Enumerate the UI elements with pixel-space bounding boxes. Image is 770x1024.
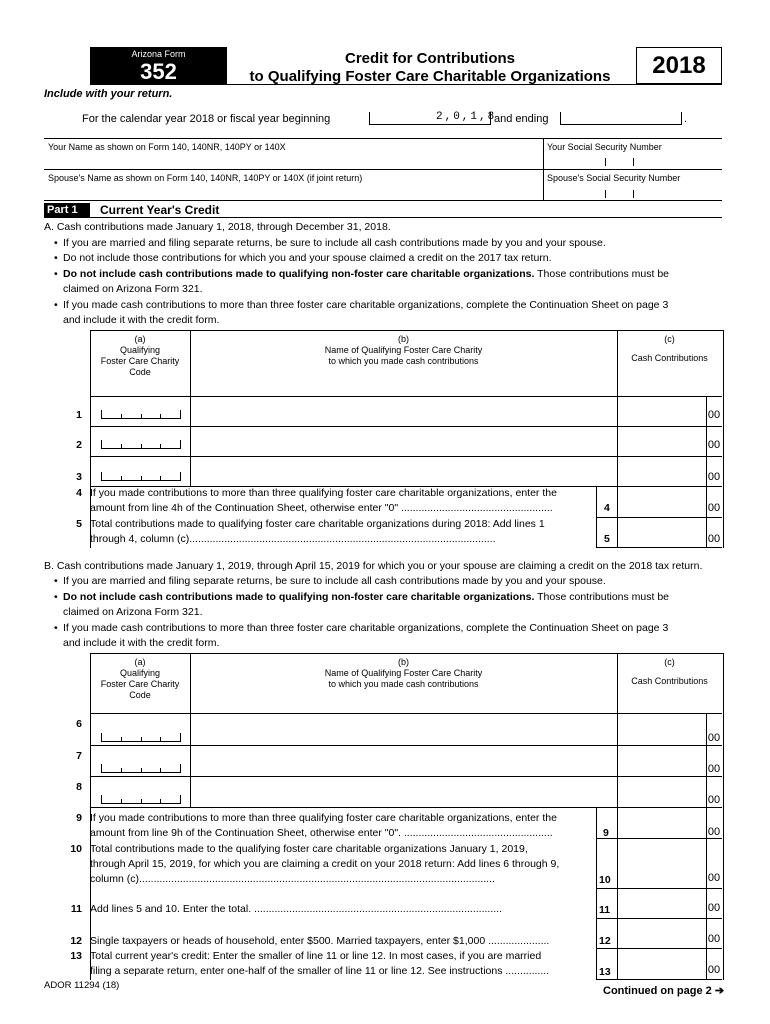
section-a-bullet-3-cont: claimed on Arizona Form 321.	[63, 283, 203, 295]
line-12-box-number: 12	[599, 935, 611, 947]
section-b-bullet-3-cont: and include it with the credit form.	[63, 637, 220, 649]
col-a-letter: (a)	[134, 334, 146, 344]
line-6-code-field[interactable]	[101, 733, 181, 742]
col-a-line-3: Code	[129, 367, 151, 377]
divider	[90, 745, 722, 746]
section-a-bullet-2: • Do not include those contributions for which you and your spouse claimed a credit on the 2017 tax return.	[63, 252, 552, 264]
ending-period: .	[684, 113, 688, 125]
section-b-bullet-2-cont: claimed on Arizona Form 321.	[63, 606, 203, 618]
tick	[160, 476, 161, 480]
tick	[121, 414, 122, 418]
col-b-line-2: to which you made cash contributions	[328, 356, 479, 366]
line-10-number: 10	[70, 843, 82, 855]
divider	[596, 918, 722, 919]
line-5-number: 5	[76, 518, 82, 530]
divider	[90, 776, 722, 777]
divider	[596, 888, 722, 889]
section-a-bullet-1: • If you are married and filing separate returns, be sure to include all cash contributions made by you and your spouse.	[63, 237, 606, 249]
divider	[596, 547, 722, 548]
line-11-amount-field[interactable]	[619, 890, 704, 916]
line-11-cents: 00	[707, 902, 721, 914]
form-number: 352	[140, 59, 177, 84]
include-note: Include with your return.	[44, 88, 173, 100]
begin-date-field[interactable]	[369, 111, 497, 125]
line-1-number: 1	[76, 409, 82, 421]
right-arrow-icon: ➔	[714, 985, 725, 997]
tick	[160, 414, 161, 418]
col-a-line-1: Qualifying	[119, 345, 161, 355]
line-9-number: 9	[76, 812, 82, 824]
divider	[90, 456, 722, 457]
col-c-line-1: Cash Contributions	[631, 676, 708, 686]
divider	[596, 979, 722, 980]
part-1-title: Current Year's Credit	[100, 203, 220, 217]
line-2-name-field[interactable]	[192, 428, 615, 454]
col-c-header	[617, 334, 722, 364]
continued-text: Continued on page 2	[603, 985, 712, 997]
divider	[90, 713, 722, 714]
tick	[160, 768, 161, 772]
divider	[596, 807, 597, 979]
line-13-box-number: 13	[599, 966, 611, 978]
line-13-cents: 00	[707, 964, 721, 976]
tick	[121, 768, 122, 772]
divider	[605, 190, 606, 198]
line-11-number: 11	[70, 903, 82, 915]
tick	[160, 444, 161, 448]
divider	[605, 158, 606, 166]
section-a-bullet-3-bold: Do not include cash contributions made to qualifying non-foster care charitable organizations.	[63, 268, 535, 280]
line-4-text-1: If you made contributions to more than three qualifying foster care charitable organizations, enter the	[90, 487, 557, 499]
line-13-amount-field[interactable]	[619, 950, 704, 977]
line-7-cents: 00	[707, 763, 721, 775]
tick	[160, 799, 161, 803]
tick	[141, 414, 142, 418]
line-2-amount-field[interactable]	[619, 428, 704, 454]
divider	[633, 158, 634, 166]
line-12-amount-field[interactable]	[619, 920, 704, 946]
form-number-box	[90, 47, 227, 84]
line-12-text-1: Single taxpayers or heads of household, enter $500. Married taxpayers, enter $1,000 .....................	[90, 935, 550, 947]
line-7-code-field[interactable]	[101, 764, 181, 773]
line-5-text-1: Total contributions made to qualifying foster care charitable organizations during 2018: Add lines 1	[90, 518, 545, 530]
line-5-box-number: 5	[604, 533, 610, 545]
section-b-bullet-2-rest: Those contributions must be	[537, 591, 670, 603]
line-2-cents: 00	[707, 439, 721, 451]
line-9-box-number: 9	[603, 827, 609, 839]
col-b-header	[190, 334, 617, 367]
line-4-text-2: amount from line 4h of the Continuation Sheet, otherwise enter "0" ....................................................	[90, 502, 553, 514]
line-13-text-1: Total current year's credit: Enter the smaller of line 11 or line 12. In most cases, if you are married	[90, 950, 542, 962]
ssn-label: Your Social Security Number	[547, 142, 662, 152]
tick	[121, 444, 122, 448]
col-c-line-1: Cash Contributions	[631, 353, 708, 363]
col-a-letter: (a)	[134, 657, 146, 667]
tick	[121, 799, 122, 803]
continued-note	[603, 984, 724, 997]
line-5-amount-field[interactable]	[619, 519, 704, 546]
section-a-bullet-4-cont: and include it with the credit form.	[63, 314, 220, 326]
line-8-code-field[interactable]	[101, 795, 181, 804]
col-c-letter: (c)	[664, 334, 675, 344]
divider	[596, 838, 722, 839]
section-a-bullet-4: • If you made cash contributions to more than three foster care charitable organizations, complete the Continuation Sheet on page 3	[63, 299, 668, 311]
spouse-name-field[interactable]	[48, 184, 538, 198]
period-label: For the calendar year 2018 or fiscal year beginning	[82, 113, 331, 125]
line-1-cents: 00	[707, 409, 721, 421]
line-7-name-field[interactable]	[192, 747, 615, 774]
col-b-letter: (b)	[398, 657, 409, 667]
form-title	[230, 50, 630, 86]
tick	[141, 737, 142, 741]
line-9-amount-field[interactable]	[619, 809, 704, 836]
section-a-bullet-3	[63, 268, 723, 280]
line-9-cents: 00	[707, 826, 721, 838]
col-b-line-1: Name of Qualifying Foster Care Charity	[324, 345, 483, 355]
title-line-2: to Qualifying Foster Care Charitable Organizations	[249, 68, 611, 85]
header-rule	[90, 84, 722, 85]
line-6-cents: 00	[707, 732, 721, 744]
col-b-letter: (b)	[398, 334, 409, 344]
line-10-amount-field[interactable]	[619, 840, 704, 886]
line-4-number: 4	[76, 487, 82, 499]
line-1-code-field[interactable]	[101, 410, 181, 419]
section-a-bullet-3-rest: Those contributions must be	[537, 268, 670, 280]
line-11-text-1: Add lines 5 and 10. Enter the total. .....................................................................................	[90, 903, 502, 915]
line-6-number: 6	[76, 718, 82, 730]
col-a-line-2: Foster Care Charity	[100, 679, 180, 689]
line-13-text-2: filing a separate return, enter one-half of the smaller of line 11 or line 12. See instructions ...............	[90, 965, 550, 977]
spouse-name-label: Spouse's Name as shown on Form 140, 140NR, 140PY or 140X (if joint return)	[48, 173, 363, 183]
line-6-amount-field[interactable]	[619, 715, 704, 743]
line-10-cents: 00	[707, 872, 721, 884]
footer-form-id: ADOR 11294 (18)	[44, 980, 120, 991]
col-b-header-b	[190, 657, 617, 690]
divider	[44, 217, 722, 218]
line-8-amount-field[interactable]	[619, 778, 704, 805]
title-line-1: Credit for Contributions	[345, 50, 515, 67]
spouse-ssn-label: Spouse's Social Security Number	[547, 173, 681, 183]
end-date-field[interactable]	[560, 112, 682, 125]
col-b-line-1: Name of Qualifying Foster Care Charity	[324, 668, 483, 678]
line-2-number: 2	[76, 439, 82, 451]
name-field[interactable]	[48, 152, 538, 166]
ending-label: and ending	[494, 113, 549, 125]
line-7-number: 7	[76, 750, 82, 762]
section-b-bullet-2	[63, 591, 723, 603]
part-1-tag: Part 1	[44, 203, 90, 217]
line-12-cents: 00	[707, 933, 721, 945]
divider	[596, 948, 722, 949]
line-8-cents: 00	[707, 794, 721, 806]
line-12-number: 12	[70, 935, 82, 947]
line-1-name-field[interactable]	[192, 398, 615, 424]
divider	[90, 807, 722, 808]
divider	[44, 169, 722, 170]
line-11-box-number: 11	[599, 904, 611, 916]
divider	[44, 138, 722, 139]
line-2-code-field[interactable]	[101, 440, 181, 449]
divider	[44, 200, 722, 201]
col-c-letter: (c)	[664, 657, 675, 667]
line-8-name-field[interactable]	[192, 778, 615, 805]
col-c-header-b	[617, 657, 722, 687]
tick	[141, 768, 142, 772]
tick	[141, 799, 142, 803]
tick	[141, 476, 142, 480]
divider	[617, 653, 618, 979]
col-b-line-2: to which you made cash contributions	[328, 679, 479, 689]
line-10-box-number: 10	[599, 874, 611, 886]
line-1-amount-field[interactable]	[619, 398, 704, 424]
begin-year-value: 2,0,1,8	[436, 111, 497, 123]
tick	[141, 444, 142, 448]
line-4-box-number: 4	[604, 502, 610, 514]
section-b-bullet-2-bold: Do not include cash contributions made to qualifying non-foster care charitable organizations.	[63, 591, 535, 603]
tick	[121, 737, 122, 741]
line-3-name-field[interactable]	[192, 458, 615, 484]
section-a-intro: A. Cash contributions made January 1, 2018, through December 31, 2018.	[44, 221, 391, 233]
line-3-amount-field[interactable]	[619, 458, 704, 484]
col-a-header	[90, 334, 190, 378]
col-a-line-2: Foster Care Charity	[100, 356, 180, 366]
line-13-number: 13	[70, 950, 82, 962]
section-b-intro: B. Cash contributions made January 1, 2019, through April 15, 2019 for which you or your spouse are claiming a credit on the 2018 tax return.	[44, 560, 703, 572]
line-4-cents: 00	[707, 502, 721, 514]
line-8-number: 8	[76, 781, 82, 793]
section-b-bullet-3: • If you made cash contributions to more than three foster care charitable organizations, complete the Continuation Sheet on page 3	[63, 622, 668, 634]
tick	[160, 737, 161, 741]
col-a-line-3: Code	[129, 690, 151, 700]
divider	[633, 190, 634, 198]
line-4-amount-field[interactable]	[619, 488, 704, 515]
spouse-ssn-field[interactable]	[547, 184, 717, 198]
divider	[596, 517, 617, 518]
line-6-name-field[interactable]	[192, 715, 615, 743]
line-10-text-1: Total contributions made to the qualifying foster care charitable organizations January 1, 2019,	[90, 843, 528, 855]
col-a-header-b	[90, 657, 190, 701]
line-3-number: 3	[76, 471, 82, 483]
divider	[90, 426, 722, 427]
tick	[121, 476, 122, 480]
tax-year: 2018	[636, 47, 722, 84]
line-3-code-field[interactable]	[101, 472, 181, 481]
section-b-bullet-1: • If you are married and filing separate returns, be sure to include all cash contributions made by you and your spouse.	[63, 575, 606, 587]
divider	[90, 396, 722, 397]
ssn-field[interactable]	[547, 152, 717, 166]
name-label: Your Name as shown on Form 140, 140NR, 140PY or 140X	[48, 142, 286, 152]
line-10-text-2: through April 15, 2019, for which you are claiming a credit on your 2018 return: Add lines 6 through 9,	[90, 858, 560, 870]
line-9-text-2: amount from line 9h of the Continuation Sheet, otherwise enter "0". ...................................................	[90, 827, 553, 839]
line-7-amount-field[interactable]	[619, 747, 704, 774]
form-label: Arizona Form	[131, 49, 186, 59]
col-a-line-1: Qualifying	[119, 668, 161, 678]
line-9-text-1: If you made contributions to more than three qualifying foster care charitable organizations, enter the	[90, 812, 557, 824]
line-5-cents: 00	[707, 533, 721, 545]
divider	[617, 517, 722, 518]
line-3-cents: 00	[707, 471, 721, 483]
line-5-text-2: through 4, column (c).........................................................................................................	[90, 533, 496, 545]
line-10-text-3: column (c)..........................................................................................................................	[90, 873, 495, 885]
